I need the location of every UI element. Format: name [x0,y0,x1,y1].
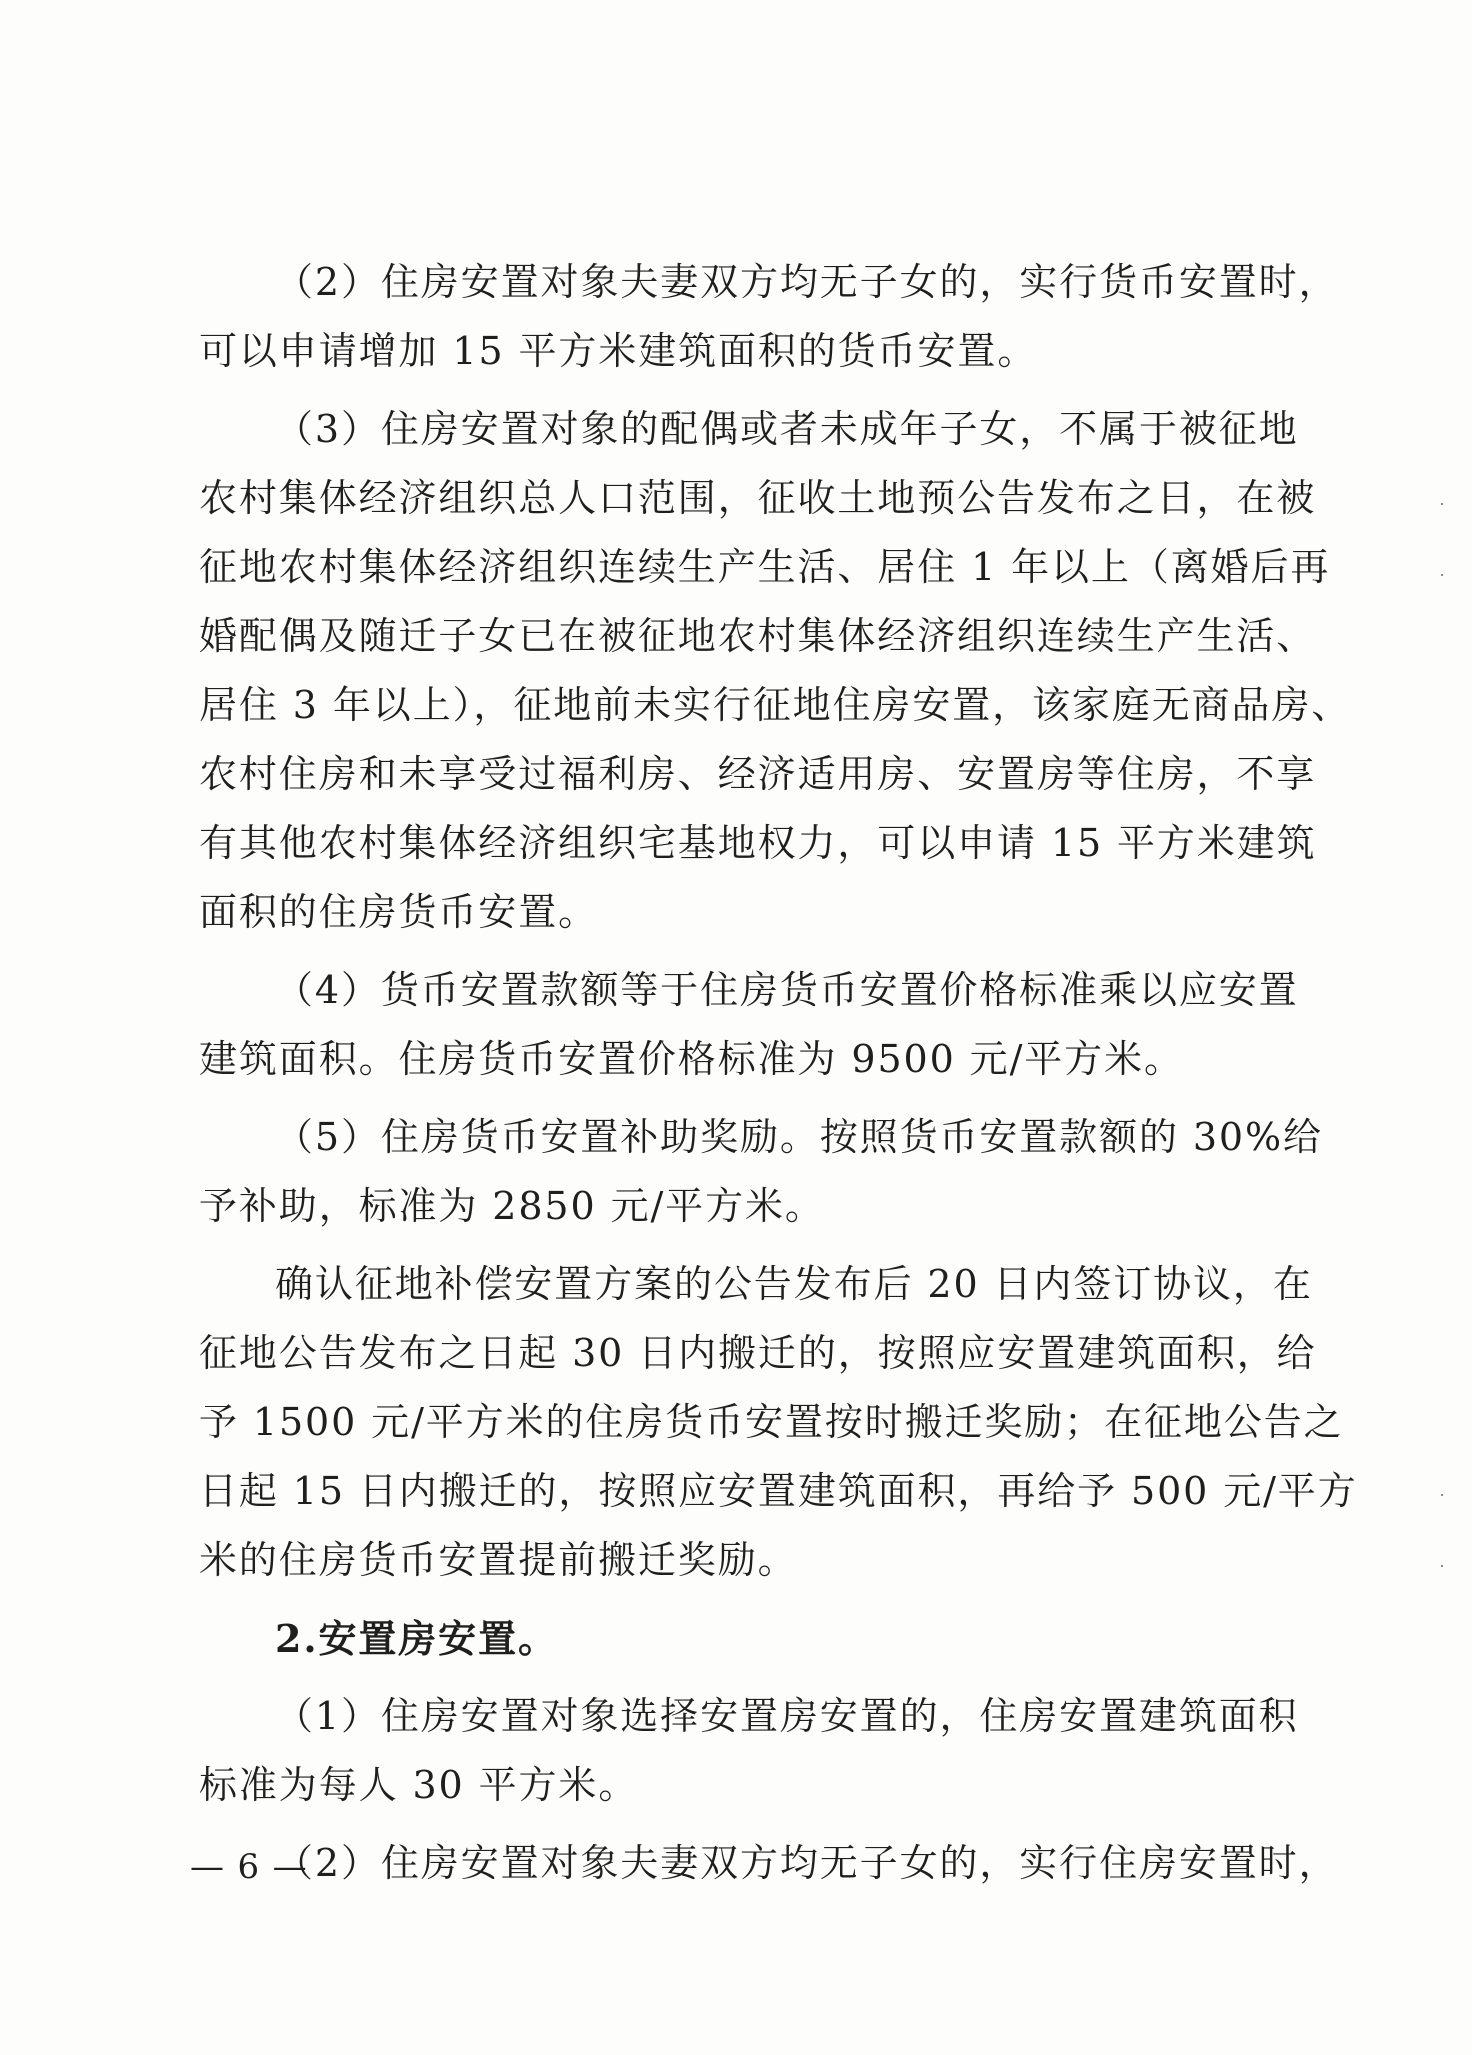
scan-mark [1441,1494,1443,1496]
text-line: 征地农村集体经济组织连续生产生活、居住 1 年以上（离婚后再 [199,545,1331,589]
text-line: 有其他农村集体经济组织宅基地权力，可以申请 15 平方米建筑 [199,821,1317,865]
text-line: （2）住房安置对象夫妻双方均无子女的，实行住房安置时， [275,1841,1339,1885]
text-line: 农村集体经济组织总人口范围，征收土地预公告发布之日，在被 [199,476,1317,520]
text-line: 可以申请增加 15 平方米建筑面积的货币安置。 [199,329,1038,373]
text-line: 婚配偶及随迁子女已在被征地农村集体经济组织连续生产生活、 [199,614,1317,658]
document-body [199,248,1358,1898]
text-line: 建筑面积。住房货币安置价格标准为 9500 元/平方米。 [199,1037,1184,1081]
text-line: 农村住房和未享受过福利房、经济适用房、安置房等住房，不享 [199,752,1317,796]
text-line: 日起 15 日内搬迁的，按照应安置建筑面积，再给予 500 元/平方 [199,1469,1358,1513]
text-line: （4）货币安置款额等于住房货币安置价格标准乘以应安置 [275,968,1299,1012]
text-line: 予补助，标准为 2850 元/平方米。 [199,1184,825,1228]
scan-mark [1441,1565,1443,1567]
section-heading: 2.安置房安置。 [275,1616,558,1661]
text-line: 面积的住房货币安置。 [199,890,599,934]
scan-mark [1441,574,1443,576]
text-line: （5）住房货币安置补助奖励。按照货币安置款额的 30%给 [275,1115,1323,1159]
text-line: 居住 3 年以上），征地前未实行征地住房安置，该家庭无商品房、 [199,683,1352,727]
text-line: （2）住房安置对象夫妻双方均无子女的，实行货币安置时， [275,260,1339,304]
text-line: （1）住房安置对象选择安置房安置的，住房安置建筑面积 [275,1694,1299,1738]
text-line: 标准为每人 30 平方米。 [199,1763,639,1807]
text-line: 予 1500 元/平方米的住房货币安置按时搬迁奖励；在征地公告之 [199,1400,1344,1444]
text-line: （3）住房安置对象的配偶或者未成年子女，不属于被征地 [275,407,1299,451]
text-line: 米的住房货币安置提前搬迁奖励。 [199,1538,798,1582]
text-line: 征地公告发布之日起 30 日内搬迁的，按照应安置建筑面积，给 [199,1331,1317,1375]
page-number: — 6 — [190,1847,309,1887]
scan-mark [1441,503,1443,505]
text-line: 确认征地补偿安置方案的公告发布后 20 日内签订协议，在 [275,1262,1313,1306]
